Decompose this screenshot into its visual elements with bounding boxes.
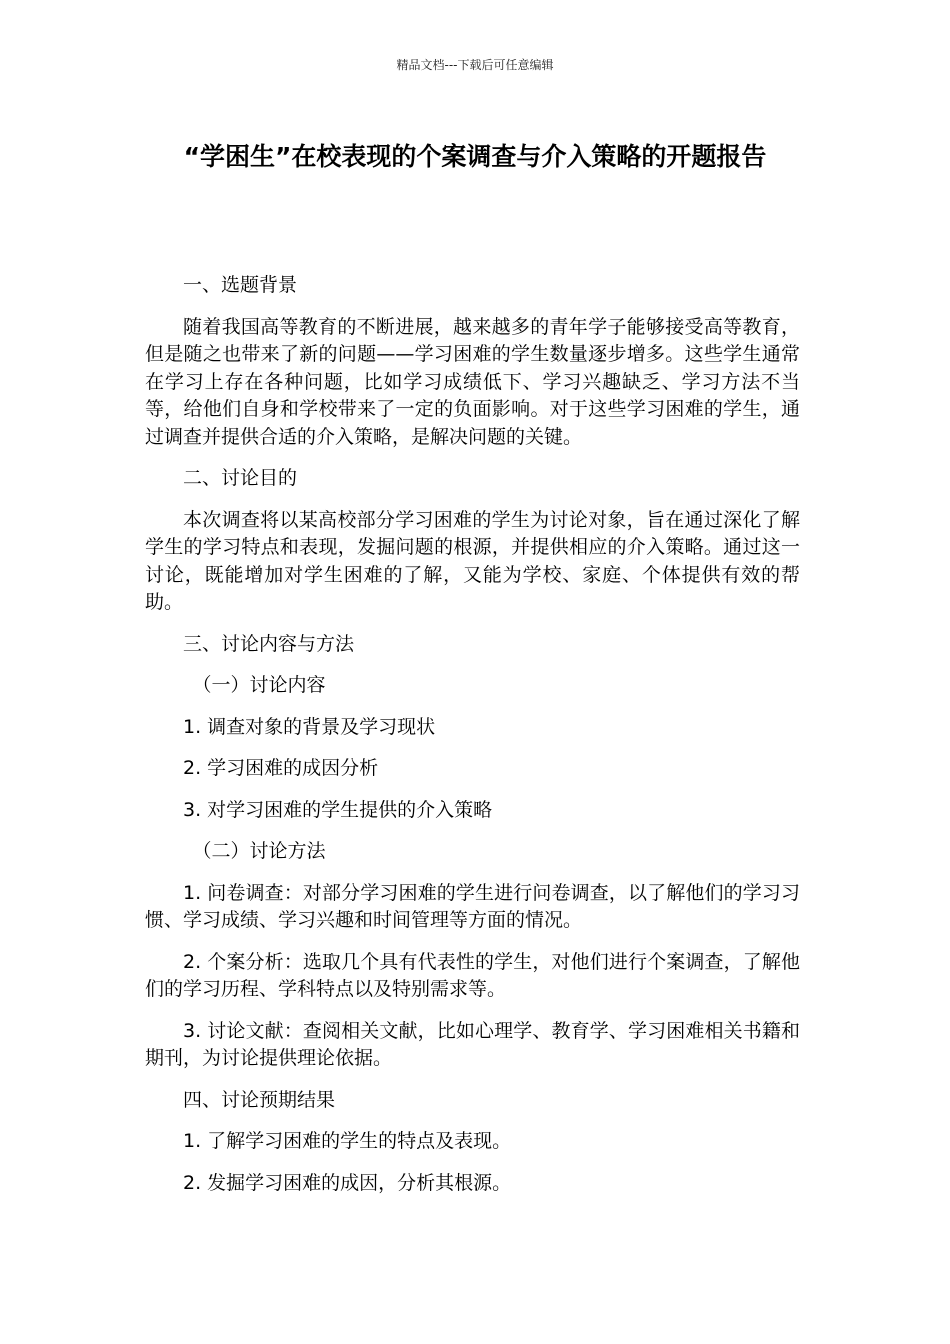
- content-item-1: 1. 调查对象的背景及学习现状: [183, 715, 436, 738]
- section-heading-background: 一、选题背景: [183, 274, 298, 296]
- method-item-1: 1. 问卷调查：对部分学习困难的学生进行问卷调查，以了解他们的学习习惯、学习成绩、学习兴趣和时间管理等方面的情况。: [145, 881, 800, 931]
- method-item-3: 3. 讨论文献：查阅相关文献，比如心理学、教育学、学习困难相关书籍和期刊，为讨论提供理论依据。: [145, 1019, 800, 1069]
- subheading-content: （一）讨论内容: [192, 674, 326, 696]
- document-title: “学困生”在校表现的个案调查与介入策略的开题报告: [183, 142, 767, 171]
- section-heading-purpose: 二、讨论目的: [183, 467, 298, 489]
- page-header: 精品文档---下载后可任意编辑: [396, 58, 554, 72]
- section-heading-content-method: 三、讨论内容与方法: [183, 632, 355, 655]
- result-item-2: 2. 发掘学习困难的成因，分析其根源。: [183, 1171, 512, 1194]
- document-body: [145, 272, 800, 1211]
- content-item-3: 3. 对学习困难的学生提供的介入策略: [183, 798, 493, 821]
- content-item-2: 2. 学习困难的成因分析: [183, 757, 379, 779]
- result-item-1: 1. 了解学习困难的学生的特点及表现。: [183, 1130, 512, 1152]
- subheading-method: （二）讨论方法: [192, 840, 326, 862]
- paragraph-purpose: 本次调查将以某高校部分学习困难的学生为讨论对象，旨在通过深化了解学生的学习特点和表现，发掘问题的根源，并提供相应的介入策略。通过这一讨论，既能增加对学生困难的了解，又能为学校、家庭、个体提供有效的帮助。: [145, 508, 800, 613]
- paragraph-background: 随着我国高等教育的不断进展，越来越多的青年学子能够接受高等教育，但是随之也带来了新的问题——学习困难的学生数量逐步增多。这些学生通常在学习上存在各种问题，比如学习成绩低下、学习兴趣缺乏、学习方法不当等，给他们自身和学校带来了一定的负面影响。对于这些学习困难的学生，通过调查并提供合适的介入策略，是解决问题的关键。: [145, 315, 800, 448]
- section-heading-expected-results: 四、讨论预期结果: [183, 1088, 336, 1111]
- method-item-2: 2. 个案分析：选取几个具有代表性的学生，对他们进行个案调查，了解他们的学习历程、学科特点以及特别需求等。: [145, 950, 800, 1000]
